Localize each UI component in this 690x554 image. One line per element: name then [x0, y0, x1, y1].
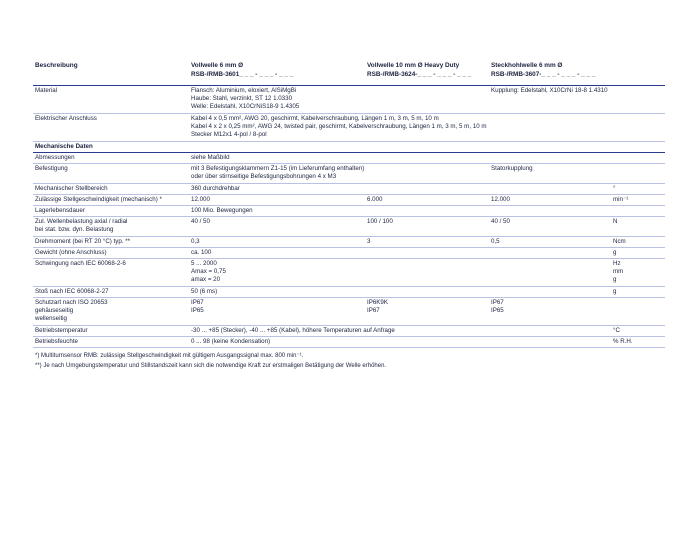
table-cell	[191, 238, 200, 246]
table-cell	[35, 299, 108, 324]
header-col-description: Beschreibung	[35, 62, 78, 69]
table-row	[33, 217, 665, 237]
table-cell	[191, 115, 487, 140]
cell-line: 50 (6 ms)	[191, 288, 218, 295]
footnotes	[33, 351, 665, 371]
table-row	[33, 153, 665, 164]
cell-line: 0,3	[191, 238, 200, 245]
footnote: **) Je nach Umgebungstemperatur und Stillstandszeit kann sich die notwendige Kraft zur erstmaligen Betätigung der Welle erhöhen.	[35, 363, 387, 369]
table-row	[33, 259, 665, 287]
table-row	[33, 164, 665, 184]
cell-line: g	[613, 276, 617, 284]
header-col-3601: Vollwelle 6 mm Ø RSB-/RMB-3601_ _ _ - _ _ _ - _ _ _	[191, 62, 294, 78]
table-cell	[35, 165, 68, 173]
cell-line: Zulässige Stellgeschwindigkeit (mechanisch) *	[35, 196, 162, 203]
cell-line: mit 3 Befestigungsklammern Z1-15 (im Lieferumfang enthalten)	[191, 165, 365, 172]
table-cell	[35, 185, 108, 193]
table-cell	[191, 327, 395, 335]
table-row	[33, 184, 665, 195]
cell-line: 3	[367, 238, 371, 245]
table-cell	[35, 218, 127, 234]
table-row	[33, 206, 665, 217]
table-cell	[613, 288, 616, 296]
cell-line: Schwingung nach IEC 60068-2-6	[35, 260, 126, 267]
cell-line: ca. 100	[191, 249, 212, 256]
cell-line: 12.000	[191, 196, 210, 203]
table-row	[33, 237, 665, 248]
table-cell	[35, 238, 130, 246]
cell-line: Schutzart nach ISO 20653	[35, 299, 108, 306]
cell-line: Ncm	[613, 238, 626, 245]
table-cell	[613, 185, 615, 193]
cell-line: g	[613, 249, 617, 256]
cell-line: Betriebsfeuchte	[35, 338, 78, 345]
table-cell	[367, 238, 370, 246]
cell-line: 6.000	[367, 196, 383, 203]
cell-line: 100 Mio. Bewegungen	[191, 207, 253, 214]
header-col-3607: Steckhohlwelle 6 mm Ø RSB-/RMB-3607-_ _ _ - _ _ _ - _ _ _	[491, 62, 596, 78]
cell-line: g	[613, 288, 617, 295]
cell-line: Kupplung: Edelstahl, X10CrNi 18-8 1.4310	[491, 87, 608, 94]
cell-line: 5 ... 2000	[191, 260, 217, 267]
cell-line: °	[613, 185, 616, 192]
table-cell	[35, 260, 126, 268]
table-cell	[491, 87, 608, 95]
table-cell	[367, 299, 388, 315]
cell-line: IP6K9K	[367, 299, 388, 306]
table-cell	[191, 218, 210, 226]
cell-line: 0 ... 98 (keine Kondensation)	[191, 338, 271, 345]
cell-line: amax = 20	[191, 276, 221, 284]
cell-line: Hz	[613, 260, 621, 267]
table-cell	[191, 249, 211, 257]
table-header	[33, 58, 665, 86]
table-cell	[191, 299, 204, 315]
cell-line: 12.000	[491, 196, 510, 203]
table-cell	[35, 143, 93, 151]
table-cell	[191, 338, 270, 346]
table-cell	[613, 249, 616, 257]
cell-line: min⁻¹	[613, 196, 629, 203]
cell-line: bei stat. bzw. dyn. Belastung	[35, 226, 114, 234]
table-cell	[35, 338, 78, 346]
header-col-3624: Vollwelle 10 mm Ø Heavy Duty RSB-/RMB-3624-_ _ _ - _ _ _ - _ _ _	[367, 62, 472, 78]
cell-line: Abmessungen	[35, 154, 75, 161]
table-cell	[491, 196, 510, 204]
table-cell	[191, 154, 230, 162]
cell-line: 100 / 100	[367, 218, 393, 225]
table-cell	[35, 154, 75, 162]
cell-line: Zul. Wellenbelastung axial / radial	[35, 218, 128, 225]
cell-line: Kabel 4 x 0,5 mm², AWG 20, geschirmt, Kabelverschraubung, Längen 1 m, 3 m, 5 m, 10 m	[191, 115, 439, 122]
cell-line: IP67	[367, 307, 380, 315]
table-row	[33, 114, 665, 142]
table-cell	[491, 238, 500, 246]
table-cell	[191, 260, 226, 285]
table-row	[33, 326, 665, 337]
table-cell	[35, 249, 107, 257]
cell-line: Betriebstemperatur	[35, 327, 88, 334]
table-cell	[191, 87, 299, 112]
table-cell	[367, 196, 382, 204]
table-cell	[491, 218, 510, 226]
table-cell	[613, 196, 628, 204]
table-cell	[35, 87, 57, 95]
cell-line: IP67	[491, 299, 504, 306]
table-cell	[35, 288, 109, 296]
cell-line: IP65	[491, 307, 504, 315]
table-cell	[191, 207, 253, 215]
cell-line: -30 ... +85 (Stecker), -40 ... +85 (Kabel), höhere Temperaturen auf Anfrage	[191, 327, 395, 334]
table-cell	[191, 165, 364, 181]
table-row	[33, 86, 665, 114]
cell-line: siehe Maßbild	[191, 154, 230, 161]
table-cell	[35, 207, 85, 215]
table-row	[33, 195, 665, 206]
cell-line: Mechanische Daten	[35, 143, 93, 150]
table-cell	[191, 185, 240, 193]
cell-line: Befestigung	[35, 165, 68, 172]
cell-line: Mechanischer Stellbereich	[35, 185, 108, 192]
table-cell	[613, 327, 620, 335]
cell-line: 360 durchdrehbar	[191, 185, 240, 192]
table-cell	[35, 115, 97, 123]
table-cell	[613, 260, 623, 285]
cell-line: Statorkupplung	[491, 165, 533, 172]
cell-line: wellenseitig	[35, 315, 67, 323]
footnote: *) Multiturnsensor RMB: zulässige Stellgeschwindigkeit mit gültigem Ausgangssignal max. 800 min⁻¹.	[35, 353, 304, 359]
cell-line: 0,5	[491, 238, 500, 245]
cell-line: oder über stirnseitige Befestigungsbohrungen 4 x M3	[191, 173, 337, 181]
table-cell	[367, 218, 393, 226]
table-cell	[613, 338, 633, 346]
table-cell	[491, 299, 504, 315]
cell-line: IP65	[191, 307, 204, 315]
cell-line: Elektrischer Anschluss	[35, 115, 97, 122]
table-row	[33, 337, 665, 348]
cell-line: gehäuseseitig	[35, 307, 74, 315]
cell-line: N	[613, 218, 618, 225]
table-row	[33, 287, 665, 298]
cell-line: Stecker M12x1 4-pol / 8-pol	[191, 131, 267, 139]
cell-line: Flansch: Aluminium, eloxiert, AlSiMgBi	[191, 87, 297, 94]
table-cell	[35, 196, 162, 204]
cell-line: Stoß nach IEC 60068-2-27	[35, 288, 109, 295]
table-cell	[613, 218, 617, 226]
table-cell	[191, 196, 210, 204]
cell-line: IP67	[191, 299, 204, 306]
cell-line: Gewicht (ohne Anschluss)	[35, 249, 107, 256]
table-cell	[491, 165, 533, 173]
cell-line: Drehmoment (bei RT 20 °C) typ. **	[35, 238, 131, 245]
cell-line: mm	[613, 268, 624, 276]
cell-line: Amax = 0,75	[191, 268, 226, 276]
table-cell	[613, 238, 626, 246]
cell-line: 40 / 50	[491, 218, 510, 225]
cell-line: Kabel 4 x 2 x 0,25 mm², AWG 24, twisted pair, geschirmt, Kabelverschraubung, Längen 1 m, 3 m, 5 m, 10 m	[191, 123, 487, 131]
cell-line: Welle: Edelstahl, X10CrNiS18-9 1.4305	[191, 103, 300, 111]
cell-line: 40 / 50	[191, 218, 210, 225]
cell-line: Material	[35, 87, 58, 94]
specification-table	[33, 58, 665, 371]
cell-line: Lagerlebensdauer	[35, 207, 85, 214]
table-row	[33, 248, 665, 259]
table-cell	[191, 288, 217, 296]
cell-line: Haube: Stahl, verzinkt, ST 12 1.0330	[191, 95, 293, 103]
cell-line: % R.H.	[613, 338, 633, 345]
cell-line: °C	[613, 327, 620, 334]
table-cell	[35, 327, 88, 335]
section-header-row	[33, 142, 665, 153]
table-row	[33, 298, 665, 326]
